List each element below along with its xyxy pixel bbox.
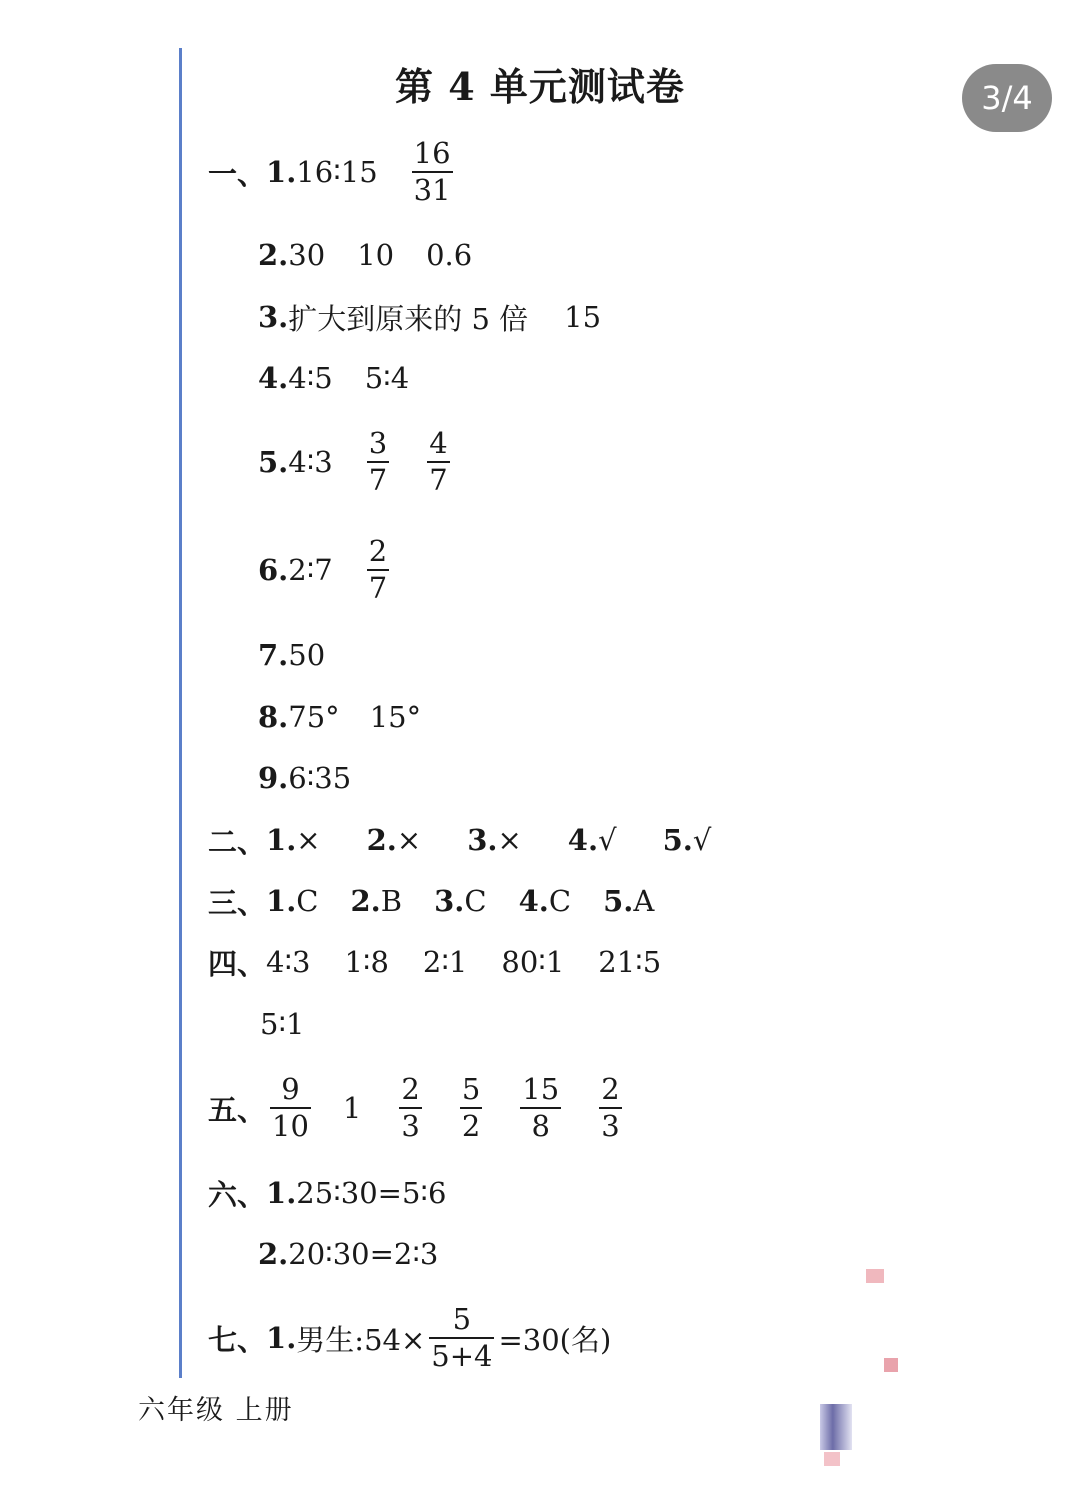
- denominator: 7: [368, 463, 388, 497]
- ratio-answer: 5∶1: [260, 1007, 305, 1041]
- question-number: 1.: [266, 155, 297, 189]
- answer-fraction: [520, 1072, 561, 1144]
- answer-text: 20∶30=2∶3: [288, 1237, 439, 1271]
- choice-answer: B: [380, 884, 403, 918]
- answer-fraction: [367, 426, 389, 498]
- question-number: 6.: [258, 553, 289, 587]
- s1-q3: [258, 287, 601, 347]
- answer-fraction: [367, 534, 389, 606]
- answer-fraction: [412, 136, 453, 208]
- question-number: 8.: [258, 700, 289, 734]
- s1-q6: [258, 534, 393, 605]
- section-label: 二、: [208, 824, 267, 859]
- denominator: 8: [531, 1109, 550, 1143]
- scan-artifact: [820, 1404, 852, 1450]
- ratio-answer: 80∶1: [501, 945, 565, 979]
- question-number: 3.: [434, 884, 465, 918]
- denominator: 31: [413, 173, 451, 207]
- question-number: 2.: [258, 1237, 289, 1271]
- s6-q2: [258, 1224, 438, 1284]
- numerator: 9: [281, 1072, 300, 1107]
- s1-q7: [258, 625, 325, 685]
- denominator: 2: [461, 1109, 481, 1143]
- section-label: 六、: [208, 1177, 267, 1212]
- answer-fraction: [427, 426, 449, 498]
- question-number: 1.: [266, 884, 297, 918]
- answer-text: 0.6: [426, 238, 473, 272]
- denominator: 10: [272, 1109, 309, 1143]
- denominator: 3: [401, 1109, 420, 1143]
- numerator: 2: [401, 1072, 420, 1107]
- s1-q5: [258, 426, 454, 497]
- numerator: 5: [452, 1302, 472, 1337]
- answer-fraction: [599, 1072, 621, 1144]
- numerator: 5: [461, 1072, 481, 1107]
- question-number: 4.: [518, 884, 549, 918]
- question-number: 5.: [603, 884, 634, 918]
- section-label: 五、: [208, 1092, 267, 1127]
- ratio-answer: 2∶1: [422, 945, 468, 979]
- denominator: 7: [368, 571, 388, 605]
- s1-q1: [208, 136, 457, 207]
- question-number: 1.: [266, 823, 297, 857]
- section-label: 四、: [208, 946, 267, 981]
- question-number: 2.: [366, 823, 397, 857]
- s1-q4: [258, 348, 409, 408]
- judgement-mark: ×: [497, 823, 522, 857]
- question-number: 4.: [567, 823, 599, 857]
- question-number: 3.: [258, 300, 289, 334]
- answer-text: 6∶35: [288, 761, 352, 795]
- answer-text: 25∶30=5∶6: [296, 1176, 447, 1210]
- s6-q1: [208, 1163, 446, 1223]
- scan-artifact: [866, 1269, 884, 1283]
- denominator: 5+4: [431, 1339, 493, 1373]
- question-number: 2.: [350, 884, 381, 918]
- s3-row: [208, 871, 654, 931]
- answer-text: 4∶5: [288, 361, 333, 395]
- section-label: 一、: [208, 156, 267, 191]
- s4-row1: [208, 932, 661, 992]
- s4-row2: [260, 994, 304, 1054]
- question-number: 2.: [258, 238, 289, 272]
- answer-fraction: [270, 1072, 311, 1144]
- answer-text: 15: [564, 300, 602, 334]
- numerator: 3: [368, 426, 388, 461]
- page-indicator: 3/4: [962, 64, 1052, 132]
- question-number: 5.: [258, 445, 289, 479]
- numerator: 16: [413, 136, 451, 171]
- s7-q1: [208, 1302, 612, 1373]
- answer-text: 75°: [288, 700, 340, 734]
- question-number: 9.: [258, 761, 289, 795]
- answer-text: 男生:54×: [296, 1322, 426, 1357]
- answer-text: 50: [288, 638, 326, 672]
- ratio-answer: 4∶3: [266, 945, 311, 979]
- choice-answer: A: [633, 884, 655, 918]
- answer-fraction: [429, 1302, 494, 1374]
- answer-text: 10: [357, 238, 395, 272]
- judgement-mark: ×: [396, 823, 422, 857]
- question-number: 3.: [467, 823, 498, 857]
- answer-fraction: [399, 1072, 421, 1144]
- answer-text: 4∶3: [288, 445, 333, 479]
- numerator: 2: [368, 534, 388, 569]
- page-title: 第 4 单元测试卷: [395, 64, 685, 109]
- page-footer: 六年级 上册: [138, 1395, 294, 1426]
- judgement-mark: ×: [296, 823, 321, 857]
- answer-text: 2∶7: [288, 553, 333, 587]
- s1-q2: [258, 225, 472, 285]
- answer-text: 扩大到原来的 5 倍: [288, 301, 529, 336]
- question-number: 1.: [266, 1321, 297, 1355]
- numerator: 15: [522, 1072, 560, 1107]
- judgement-mark: √: [692, 823, 712, 857]
- answer-text: 1: [342, 1091, 362, 1125]
- choice-answer: C: [548, 884, 572, 918]
- question-number: 4.: [258, 361, 289, 395]
- s1-q9: [258, 748, 351, 808]
- answer-text: 30: [288, 238, 326, 272]
- denominator: 7: [429, 463, 448, 497]
- question-number: 5.: [662, 823, 693, 857]
- question-number: 1.: [266, 1176, 297, 1210]
- section-label: 七、: [208, 1322, 267, 1357]
- answer-text: 5∶4: [364, 361, 410, 395]
- answer-text: 16∶15: [296, 155, 378, 189]
- numerator: 4: [429, 426, 448, 461]
- margin-line: [179, 48, 182, 1378]
- answer-text: =30(名): [498, 1322, 612, 1357]
- question-number: 7.: [258, 638, 289, 672]
- s5-row: [208, 1072, 626, 1143]
- scan-artifact: [824, 1452, 840, 1466]
- ratio-answer: 21∶5: [598, 945, 662, 979]
- choice-answer: C: [296, 884, 319, 918]
- scan-artifact: [884, 1358, 898, 1372]
- numerator: 2: [601, 1072, 620, 1107]
- answer-text: 15°: [369, 700, 422, 734]
- judgement-mark: √: [598, 823, 617, 857]
- ratio-answer: 1∶8: [344, 945, 389, 979]
- s1-q8: [258, 687, 421, 747]
- answer-fraction: [460, 1072, 482, 1144]
- s2-row: [208, 810, 711, 870]
- denominator: 3: [601, 1109, 620, 1143]
- choice-answer: C: [464, 884, 487, 918]
- section-label: 三、: [208, 885, 267, 920]
